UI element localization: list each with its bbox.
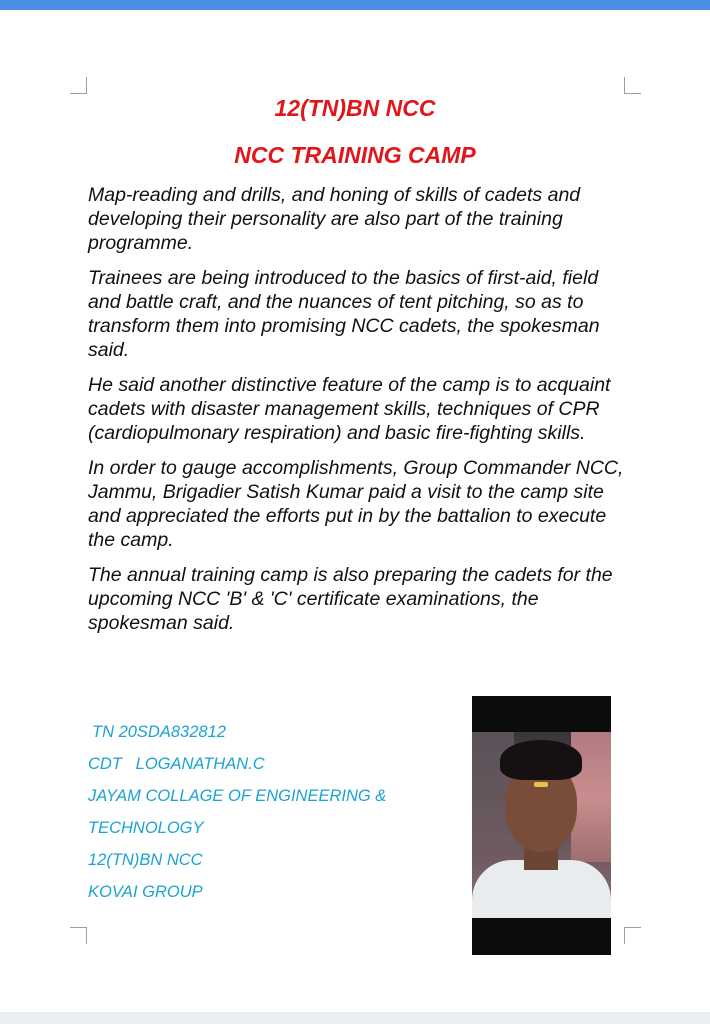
cadet-portrait-photo — [472, 696, 611, 955]
camp-title: NCC TRAINING CAMP — [234, 142, 476, 168]
paragraph-5: The annual training camp is also preparing the cadets for the upcoming NCC 'B' & 'C' certificate examinations, the spokesman said. — [88, 564, 613, 634]
paragraph-4: In order to gauge accomplishments, Group Commander NCC, Jammu, Brigadier Satish Kumar paid a visit to the camp site and appreciated the efforts put in by the battalion to execute the camp. — [88, 457, 624, 551]
margin-corner-bottom-left — [70, 927, 87, 944]
cadet-name: CDT LOGANATHAN.C — [88, 755, 265, 773]
registration-number: TN 20SDA832812 — [92, 723, 226, 741]
margin-corner-top-right — [624, 77, 641, 94]
margin-corner-bottom-right — [624, 927, 641, 944]
unit-name: 12(TN)BN NCC — [88, 851, 203, 869]
bottom-page-strip — [0, 1012, 710, 1024]
article-body — [88, 183, 628, 646]
photo-content — [472, 732, 611, 918]
college-name-line1: JAYAM COLLAGE OF ENGINEERING & — [88, 787, 387, 805]
college-name-line2: TECHNOLOGY — [88, 819, 204, 837]
paragraph-1: Map-reading and drills, and honing of skills of cadets and developing their personality are also part of the training programme. — [88, 184, 581, 254]
photo-tilak-mark — [534, 782, 548, 787]
cadet-details — [88, 720, 458, 912]
group-name: KOVAI GROUP — [88, 883, 203, 901]
battalion-title: 12(TN)BN NCC — [274, 95, 436, 121]
paragraph-2: Trainees are being introduced to the basics of first-aid, field and battle craft, and the nuances of tent pitching, so as to transform them into promising NCC cadets, the spokesman said. — [88, 267, 600, 361]
paragraph-3: He said another distinctive feature of the camp is to acquaint cadets with disaster management skills, techniques of CPR (cardiopulmonary respiration) and basic fire-fighting skills. — [88, 374, 611, 444]
top-status-bar — [0, 0, 710, 10]
photo-hair — [500, 740, 582, 780]
margin-corner-top-left — [70, 77, 87, 94]
